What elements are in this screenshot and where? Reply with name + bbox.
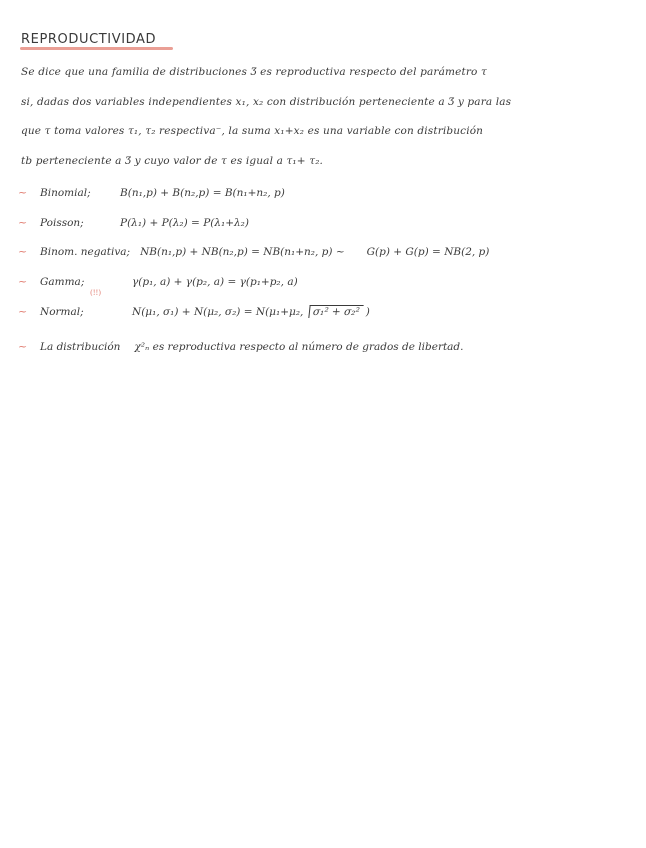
list-item-binomial — [18, 186, 285, 199]
bullet-icon: ~ — [18, 216, 28, 229]
closing-paren: ) — [365, 306, 370, 318]
item-label: Binom. negativa; — [40, 246, 131, 258]
item-formula: NB(n₁,p) + NB(n₂,p) = NB(n₁+n₂, p) ~ — [140, 246, 345, 258]
bullet-icon: ~ — [18, 186, 28, 199]
item-formula: P(λ₁) + P(λ₂) = P(λ₁+λ₂) — [120, 217, 249, 229]
sqrt-expression: σ₁² + σ₂² — [308, 305, 363, 318]
bullet-icon: ~ — [18, 305, 28, 318]
item-formula-extra: G(p) + G(p) = NB(2, p) — [366, 246, 490, 258]
item-label: Poisson; — [40, 217, 84, 229]
list-item-normal — [18, 305, 370, 318]
bullet-icon: ~ — [18, 340, 28, 353]
item-label: Binomial; — [40, 187, 91, 199]
paragraph-line-3: que τ toma valores τ₁, τ₂ respectiva⁻, la suma x₁+x₂ es una variable con distribución — [21, 125, 484, 137]
paragraph-line-4: tb perteneciente a Ʒ y cuyo valor de τ es igual a τ₁+ τ₂. — [21, 155, 324, 167]
list-item-binomial-negativa — [18, 245, 489, 258]
title-underline — [20, 47, 173, 50]
paragraph-line-2: si, dadas dos variables independientes x₁, x₂ con distribución perteneciente a Ʒ y para las — [21, 96, 512, 108]
item-formula: B(n₁,p) + B(n₂,p) = B(n₁+n₂, p) — [120, 187, 285, 199]
item-formula: γ(p₁, a) + γ(p₂, a) = γ(p₁+p₂, a) — [132, 276, 298, 288]
list-item-chi-square — [18, 340, 464, 353]
bullet-icon: ~ — [18, 245, 28, 258]
bullet-icon: ~ — [18, 275, 28, 288]
list-item-gamma — [18, 275, 298, 288]
paragraph-line-1: Se dice que una familia de distribuciones Ʒ es reproductiva respecto del parámetro τ — [21, 66, 487, 78]
page-title: REPRODUCTIVIDAD — [21, 32, 157, 47]
item-formula: χ²ₙ es reproductiva respecto al número de grados de libertad. — [134, 341, 464, 353]
item-label: Normal; — [40, 306, 84, 318]
item-label: La distribución — [40, 341, 121, 353]
list-item-poisson — [18, 216, 249, 229]
item-formula: N(μ₁, σ₁) + N(μ₂, σ₂) = N(μ₁+μ₂, — [132, 306, 304, 318]
item-label: Gamma; — [40, 276, 85, 288]
annotation-note: (!!) — [90, 289, 102, 297]
